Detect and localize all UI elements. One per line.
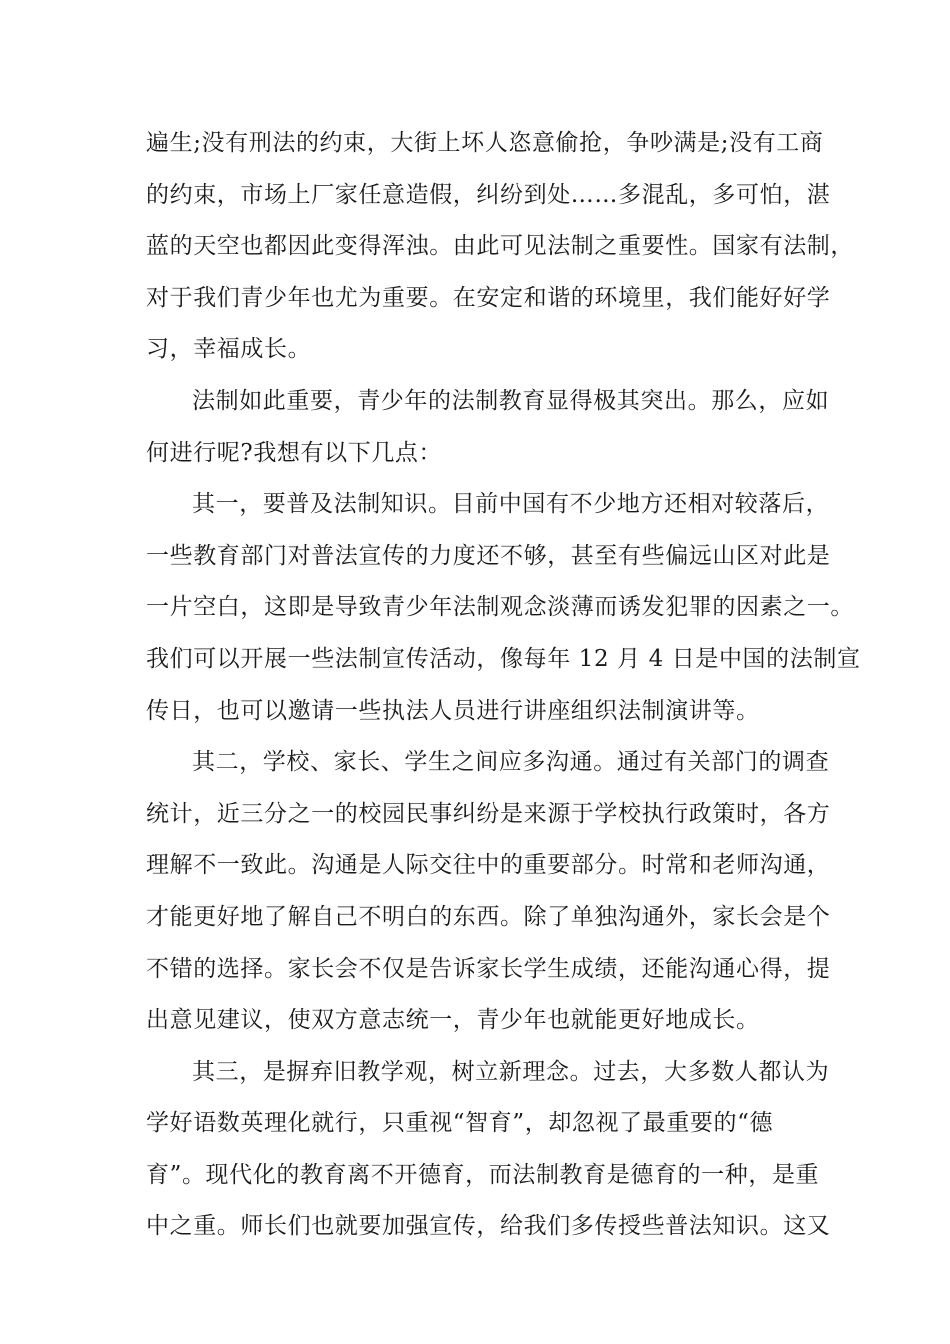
text-line: 遍生;没有刑法的约束，大街上坏人恣意偷抢，争吵满是;没有工商 [146,130,824,156]
text-line: 统计，近三分之一的校园民事纠纷是来源于学校执行政策时，各方 [146,800,831,827]
text-line: 的约束，市场上厂家任意造假，纠纷到处……多混乱，多可怕，湛 [146,181,831,208]
text-line: 一片空白，这即是导致青少年法制观念淡薄而诱发犯罪的因素之一。 [146,594,854,621]
text-line: 其三，是摒弃旧教学观，树立新理念。过去，大多数人都认为 [192,1058,830,1085]
text-line: 中之重。师长们也就要加强宣传，给我们多传授些普法知识。这又 [146,1213,831,1240]
paragraph-4 [146,747,831,1057]
text-line: 习，幸福成长。 [146,336,312,363]
paragraph-5 [146,1057,831,1263]
text-line: 何进行呢?我想有以下几点： [146,439,443,466]
paragraph-3 [146,489,861,747]
text-line: 其一，要普及法制知识。目前中国有不少地方还相对较落后， [192,491,830,518]
text-line: 不错的选择。家长会不仅是告诉家长学生成绩，还能沟通心得，提 [146,955,831,982]
text-line: 才能更好地了解自己不明白的东西。除了单独沟通外，家长会是个 [146,903,831,930]
text-line: 学好语数英理化就行，只重视“智育”，却忽视了最重要的“德 [146,1110,774,1137]
text-line: 理解不一致此。沟通是人际交往中的重要部分。时常和老师沟通， [146,852,831,879]
text-line: 我们可以开展一些法制宣传活动，像每年 12 月 4 日是中国的法制宣 [146,645,861,672]
text-line: 其二，学校、家长、学生之间应多沟通。通过有关部门的调查 [192,749,830,776]
body-text [146,128,861,1263]
text-line: 传日，也可以邀请一些执法人员进行讲座组织法制演讲等。 [146,697,760,724]
text-line: 一些教育部门对普法宣传的力度还不够，甚至有些偏远山区对此是 [146,542,831,569]
text-line: 育”。现代化的教育离不开德育，而法制教育是德育的一种，是重 [146,1161,820,1188]
paragraph-1 [146,128,854,386]
text-line: 蓝的天空也都因此变得浑浊。由此可见法制之重要性。国家有法制， [146,233,854,260]
paragraph-2 [146,386,830,489]
text-line: 法制如此重要，青少年的法制教育显得极其突出。那么，应如 [192,387,830,414]
text-line: 出意见建议，使双方意志统一，青少年也就能更好地成长。 [146,1007,760,1034]
text-line: 对于我们青少年也尤为重要。在安定和谐的环境里，我们能好好学 [146,284,831,311]
